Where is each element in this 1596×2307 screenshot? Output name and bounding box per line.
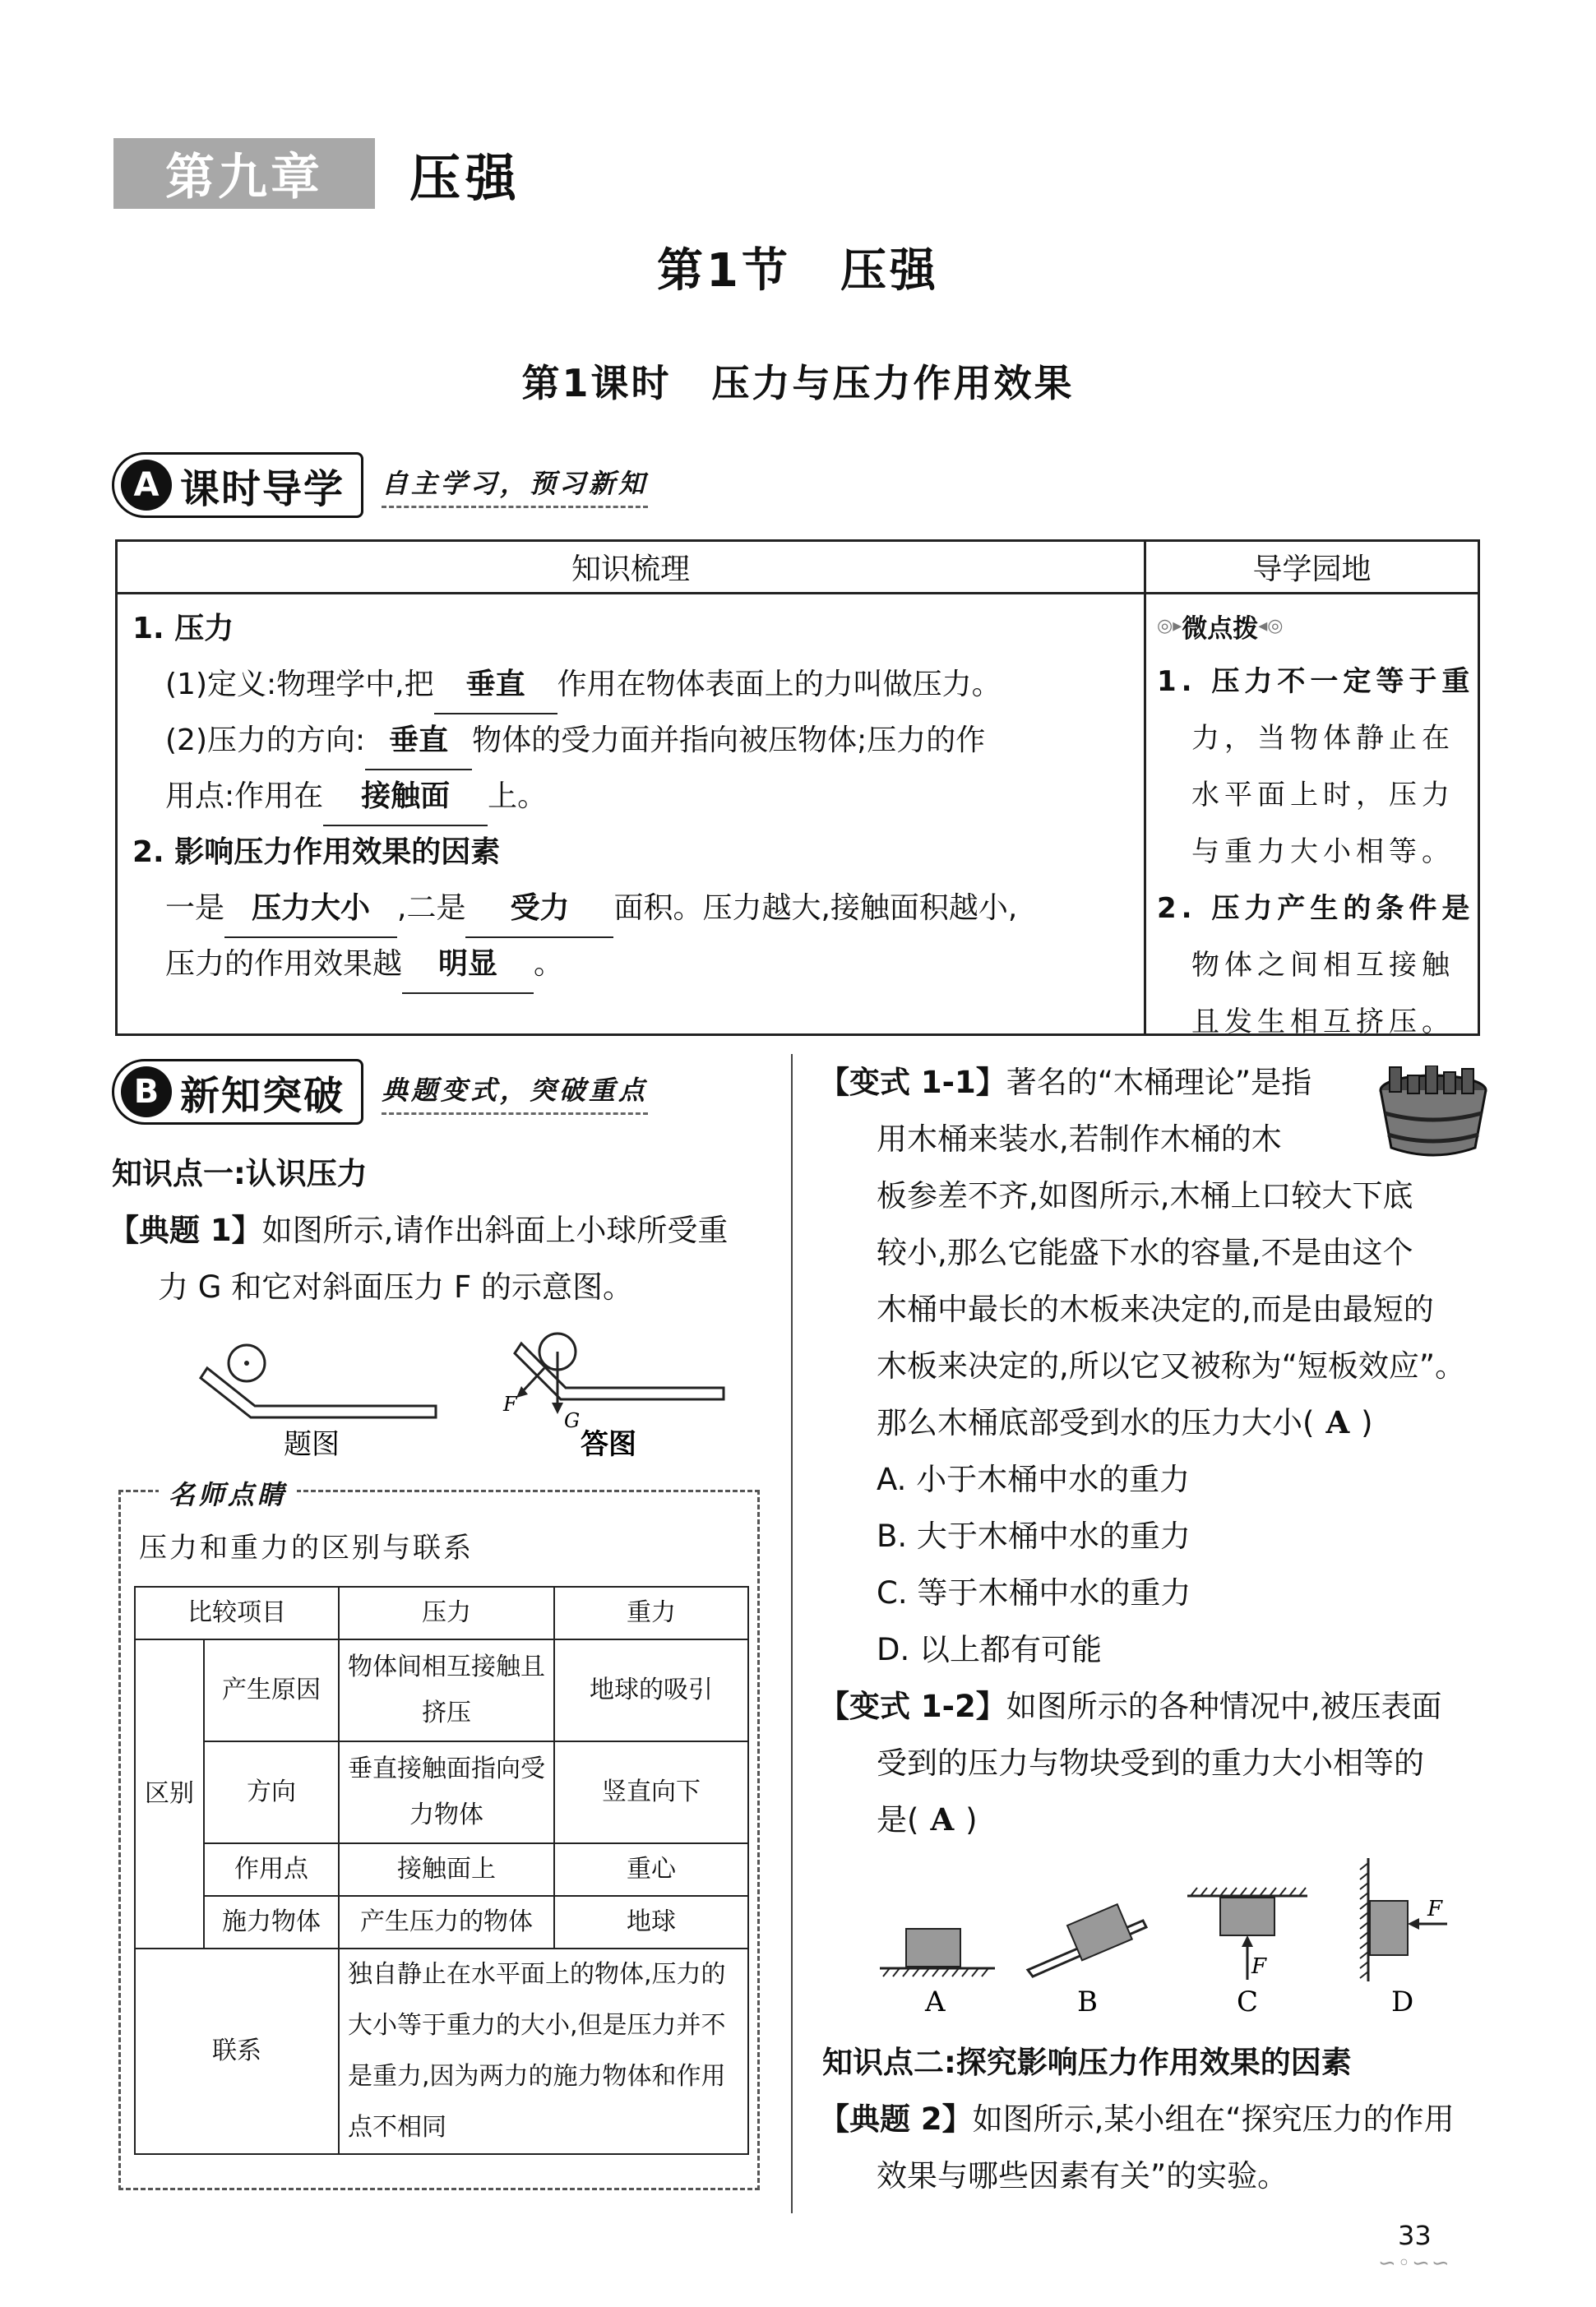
- section-title: 第1节 压强: [657, 244, 939, 298]
- gravity-arrowhead-icon: [552, 1403, 563, 1414]
- lesson-title: 第1课时 压力与压力作用效果: [521, 361, 1075, 405]
- figure-c-label: C: [1237, 1986, 1259, 2018]
- tip-left-ornament-icon: ◎▸: [1157, 616, 1182, 636]
- comparison-table: [134, 1586, 749, 2155]
- block-d-icon: [1370, 1901, 1408, 1955]
- chapter-label: 第九章: [113, 138, 375, 209]
- variant-1-1-answer: A: [1325, 1404, 1350, 1440]
- tip-right-ornament-icon: ◂◎: [1258, 616, 1284, 636]
- col-header-knowledge: 知识梳理: [118, 542, 1144, 594]
- point-2-title: 2. 影响压力作用效果的因素: [132, 835, 501, 869]
- row-direction-pressure: 垂直接触面指向受力物体: [339, 1741, 554, 1843]
- section-b-name: 新知突破: [180, 1072, 345, 1119]
- tip-line-1: 1. 压力不一定等于重: [1157, 665, 1475, 698]
- chapter-title: 压强: [409, 147, 522, 208]
- ball-center-icon: [244, 1361, 249, 1366]
- action-point-blank: 接触面: [323, 769, 488, 826]
- definition-blank: 垂直: [434, 657, 557, 714]
- variant-1-2-figure: [872, 1858, 1480, 2031]
- direction-blank: 垂直: [365, 713, 472, 770]
- tip-line-5: 2. 压力产生的条件是: [1157, 892, 1475, 925]
- variant-1-1-option-a: A. 小于木桶中水的重力: [877, 1462, 1191, 1497]
- variant-1-2-line-2: 受到的压力与物块受到的重力大小相等的: [877, 1745, 1424, 1781]
- variant-1-1-line-5: 木桶中最长的木板来决定的,而是由最短的: [877, 1292, 1434, 1327]
- section-b-letter: B: [121, 1066, 172, 1117]
- figure-b: [1028, 1904, 1146, 2018]
- difference-label: 区别: [135, 1639, 204, 1949]
- example-1-line-2: 力 G 和它对斜面压力 F 的示意图。: [158, 1269, 633, 1305]
- variant-1-1-option-c: C. 等于木桶中水的重力: [877, 1575, 1191, 1611]
- variant-1-1-line-6: 木板来决定的,所以它又被称为“短板效应”。: [877, 1348, 1466, 1384]
- question-figure: [201, 1345, 436, 1417]
- variant-1-1-line-1: 【变式 1-1】著名的“木桶理论”是指: [819, 1065, 1312, 1100]
- variant-1-1-line-4: 较小,那么它能盛下水的容量,不是由这个: [877, 1235, 1413, 1270]
- factor-line: 一是 压力大小 ,二是 受力 面积。压力越大,接触面积越小,: [165, 881, 1017, 938]
- example-2-line-1: 【典题 2】如图所示,某小组在“探究压力的作用: [819, 2101, 1455, 2137]
- link-label: 联系: [135, 1949, 339, 2154]
- table-divider: [1144, 542, 1146, 1033]
- section-b-banner: [112, 1057, 648, 1126]
- figure-c: [1187, 1888, 1307, 2018]
- section-a-slogan: 自主学习，预习新知: [382, 463, 648, 508]
- page-number: 33: [1398, 2220, 1432, 2251]
- variant-1-1-line-2: 用木桶来装水,若制作木桶的木: [877, 1121, 1282, 1157]
- note-subtitle: 压力和重力的区别与联系: [139, 1532, 474, 1565]
- wooden-bucket-icon: [1372, 1066, 1495, 1161]
- knowledge-point-2: 知识点二:探究影响压力作用效果的因素: [822, 2045, 1352, 2080]
- slope-icon: [201, 1368, 436, 1417]
- note-title: 名师点睛: [159, 1474, 297, 1512]
- row-point-pressure: 接触面上: [339, 1843, 554, 1896]
- row-direction-gravity: 竖直向下: [554, 1741, 748, 1843]
- block-a-icon: [906, 1929, 960, 1967]
- variant-1-1-line-7: 那么木桶底部受到水的压力大小( A ): [877, 1404, 1373, 1440]
- direction-line: (2)压力的方向: 垂直 物体的受力面并指向被压物体;压力的作: [165, 713, 985, 770]
- tip-line-3: 水平面上时，压力: [1191, 779, 1455, 811]
- section-a-name: 课时导学: [180, 465, 345, 512]
- tip-line-6: 物体之间相互接触: [1191, 949, 1455, 982]
- tip-line-2: 力，当物体静止在: [1191, 722, 1455, 755]
- variant-1-1-option-b: B. 大于木桶中水的重力: [877, 1519, 1191, 1554]
- row-point-key: 作用点: [204, 1843, 339, 1896]
- action-point-line: 用点:作用在 接触面 上。: [165, 769, 547, 826]
- figure-d: [1360, 1858, 1447, 2018]
- factor-blank-2: 受力: [465, 881, 613, 938]
- block-c-icon: [1220, 1898, 1274, 1935]
- answer-figure: [502, 1334, 724, 1432]
- factor-blank-1: 压力大小: [224, 881, 397, 938]
- row-source-gravity: 地球: [554, 1896, 748, 1949]
- figure-g-label: G: [564, 1409, 581, 1432]
- knowledge-point-1: 知识点一:认识压力: [112, 1156, 368, 1191]
- tip-line-7: 且发生相互挤压。: [1191, 1006, 1455, 1038]
- table-header-gravity: 重力: [554, 1587, 748, 1639]
- section-a-letter: A: [121, 460, 172, 511]
- variant-1-2-answer: A: [930, 1801, 955, 1838]
- page-ornament-icon: ∽◦∽∽: [1378, 2251, 1451, 2276]
- link-text: 独自静止在水平面上的物体,压力的大小等于重力的大小,但是压力并不是重力,因为两力的施力物体和作用点不相同: [339, 1949, 748, 2154]
- row-direction-key: 方向: [204, 1741, 339, 1843]
- answer-slope-icon: [515, 1343, 724, 1399]
- figure-c-force-label: F: [1251, 1954, 1267, 1979]
- row-cause-key: 产生原因: [204, 1639, 339, 1741]
- variant-1-2-line-3: 是( A ): [877, 1801, 978, 1838]
- section-a-banner: [112, 451, 648, 520]
- column-divider: [791, 1054, 793, 2213]
- teacher-note-box: [118, 1479, 760, 2190]
- figure-d-force-label: F: [1427, 1897, 1443, 1921]
- definition-line: (1)定义:物理学中,把 垂直 作用在物体表面上的力叫做压力。: [165, 657, 1002, 714]
- table-header-pressure: 压力: [339, 1587, 554, 1639]
- figure-b-label: B: [1077, 1986, 1098, 2018]
- col-header-guide: 导学园地: [1146, 542, 1478, 594]
- figure-f-label: F: [503, 1393, 517, 1416]
- row-source-pressure: 产生压力的物体: [339, 1896, 554, 1949]
- tip-line-4: 与重力大小相等。: [1191, 835, 1455, 868]
- variant-1-1-option-d: D. 以上都有可能: [877, 1632, 1103, 1667]
- knowledge-table: [115, 539, 1480, 1036]
- table-header-item: 比较项目: [135, 1587, 339, 1639]
- example-2-line-2: 效果与哪些因素有关”的实验。: [877, 2158, 1288, 2194]
- question-figure-label: 题图: [284, 1428, 340, 1460]
- row-cause-gravity: 地球的吸引: [554, 1639, 748, 1741]
- effect-line: 压力的作用效果越 明显 。: [165, 936, 563, 994]
- section-b-slogan: 典题变式，突破重点: [382, 1070, 648, 1115]
- variant-1-2-line-1: 【变式 1-2】如图所示的各种情况中,被压表面: [819, 1689, 1442, 1724]
- tip-title: ◎▸ 微点拨 ◂◎: [1157, 614, 1284, 644]
- example-1-line-1: 【典题 1】如图所示,请作出斜面上小球所受重: [109, 1213, 729, 1248]
- example-1-figures: [189, 1320, 748, 1460]
- point-1-title: 1. 压力: [132, 612, 234, 645]
- figure-a: [880, 1929, 995, 2018]
- row-source-key: 施力物体: [204, 1896, 339, 1949]
- answer-figure-label: 答图: [581, 1428, 636, 1460]
- variant-1-1-line-3: 板参差不齐,如图所示,木桶上口较大下底: [877, 1178, 1413, 1214]
- effect-blank: 明显: [402, 936, 534, 994]
- figure-d-label: D: [1391, 1986, 1414, 2018]
- row-cause-pressure: 物体间相互接触且挤压: [339, 1639, 554, 1741]
- row-point-gravity: 重心: [554, 1843, 748, 1896]
- figure-a-label: A: [925, 1986, 946, 2018]
